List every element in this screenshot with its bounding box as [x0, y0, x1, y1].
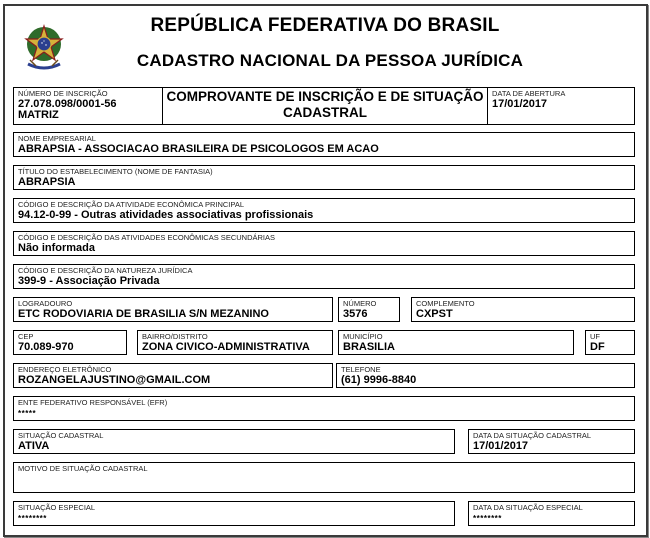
logradouro-box — [13, 297, 333, 322]
nome-empresarial-value: ABRAPSIA - ASSOCIACAO BRASILEIRA DE PSICOLOGOS EM ACAO — [18, 143, 379, 155]
numero-label: NÚMERO — [343, 299, 377, 308]
efr-box — [13, 396, 635, 421]
titulo-estabelecimento-box — [13, 165, 635, 190]
situacao-cadastral-box — [13, 429, 455, 454]
data-situacao-cadastral-box — [468, 429, 635, 454]
logradouro-value: ETC RODOVIARIA DE BRASILIA S/N MEZANINO — [18, 308, 269, 320]
natureza-juridica-value: 399-9 - Associação Privada — [18, 275, 160, 287]
atividade-principal-label: CÓDIGO E DESCRIÇÃO DA ATIVIDADE ECONÔMICA PRINCIPAL — [18, 200, 245, 209]
comprovante-box — [162, 87, 488, 125]
data-situacao-cadastral-value: 17/01/2017 — [473, 440, 529, 452]
uf-box — [585, 330, 635, 355]
efr-value: ***** — [18, 409, 37, 418]
situacao-especial-label: SITUAÇÃO ESPECIAL — [18, 503, 96, 512]
bairro-box — [137, 330, 333, 355]
data-situacao-especial-label: DATA DA SITUAÇÃO ESPECIAL — [473, 503, 583, 512]
complemento-value: CXPST — [416, 308, 453, 320]
cep-label: CEP — [18, 332, 34, 341]
complemento-label: COMPLEMENTO — [416, 299, 475, 308]
comprovante-title-line1: COMPROVANTE DE INSCRIÇÃO E DE SITUAÇÃO — [166, 89, 484, 104]
atividades-secundarias-value: Não informada — [18, 242, 96, 254]
situacao-cadastral-value: ATIVA — [18, 440, 50, 452]
page-subtitle: CADASTRO NACIONAL DA PESSOA JURÍDICA — [136, 51, 524, 70]
titulo-estabelecimento-value: ABRAPSIA — [18, 176, 76, 188]
email-box — [13, 363, 333, 388]
logradouro-label: LOGRADOURO — [18, 299, 73, 308]
motivo-situacao-label: MOTIVO DE SITUAÇÃO CADASTRAL — [18, 464, 148, 473]
numero-box — [338, 297, 400, 322]
municipio-value: BRASILIA — [343, 341, 395, 353]
email-value: ROZANGELAJUSTINO@GMAIL.COM — [18, 374, 211, 386]
data-situacao-cadastral-label: DATA DA SITUAÇÃO CADASTRAL — [473, 431, 592, 440]
telefone-label: TELEFONE — [341, 365, 381, 374]
uf-label: UF — [590, 332, 600, 341]
data-situacao-especial-box — [468, 501, 635, 526]
municipio-box — [338, 330, 574, 355]
data-abertura-label: DATA DE ABERTURA — [492, 89, 566, 98]
nome-empresarial-box — [13, 132, 635, 157]
comprovante-title — [163, 89, 487, 121]
bairro-label: BAIRRO/DISTRITO — [142, 332, 208, 341]
inscricao-label: NÚMERO DE INSCRIÇÃO — [18, 89, 108, 98]
natureza-juridica-box — [13, 264, 635, 289]
natureza-juridica-label: CÓDIGO E DESCRIÇÃO DA NATUREZA JURÍDICA — [18, 266, 193, 275]
uf-value: DF — [590, 341, 605, 353]
data-situacao-especial-value: ******** — [473, 514, 502, 523]
page-title: REPÚBLICA FEDERATIVA DO BRASIL — [150, 15, 500, 36]
atividades-secundarias-label: CÓDIGO E DESCRIÇÃO DAS ATIVIDADES ECONÔMICAS SECUNDÁRIAS — [18, 233, 275, 242]
situacao-especial-value: ******** — [18, 514, 47, 523]
municipio-label: MUNICÍPIO — [343, 332, 383, 341]
atividades-secundarias-box — [13, 231, 635, 256]
telefone-value: (61) 9996-8840 — [341, 374, 417, 386]
efr-label: ENTE FEDERATIVO RESPONSÁVEL (EFR) — [18, 398, 168, 407]
inscricao-box — [13, 87, 163, 125]
data-abertura-box — [487, 87, 635, 125]
comprovante-title-line2: CADASTRAL — [283, 105, 367, 120]
data-abertura-value: 17/01/2017 — [492, 98, 548, 110]
email-label: ENDEREÇO ELETRÔNICO — [18, 365, 112, 374]
inscricao-type: MATRIZ — [18, 109, 59, 121]
telefone-box — [336, 363, 635, 388]
inscricao-value: 27.078.098/0001-56 — [18, 98, 117, 110]
cep-box — [13, 330, 127, 355]
atividade-principal-box — [13, 198, 635, 223]
atividade-principal-value: 94.12-0-99 - Outras atividades associativas profissionais — [18, 209, 314, 221]
motivo-situacao-box — [13, 462, 635, 493]
bairro-value: ZONA CIVICO-ADMINISTRATIVA — [142, 341, 310, 353]
situacao-cadastral-label: SITUAÇÃO CADASTRAL — [18, 431, 104, 440]
cep-value: 70.089-970 — [18, 341, 74, 353]
titulo-estabelecimento-label: TÍTULO DO ESTABELECIMENTO (NOME DE FANTASIA) — [18, 167, 213, 176]
nome-empresarial-label: NOME EMPRESARIAL — [18, 134, 96, 143]
complemento-box — [411, 297, 635, 322]
situacao-especial-box — [13, 501, 455, 526]
numero-value: 3576 — [343, 308, 368, 320]
